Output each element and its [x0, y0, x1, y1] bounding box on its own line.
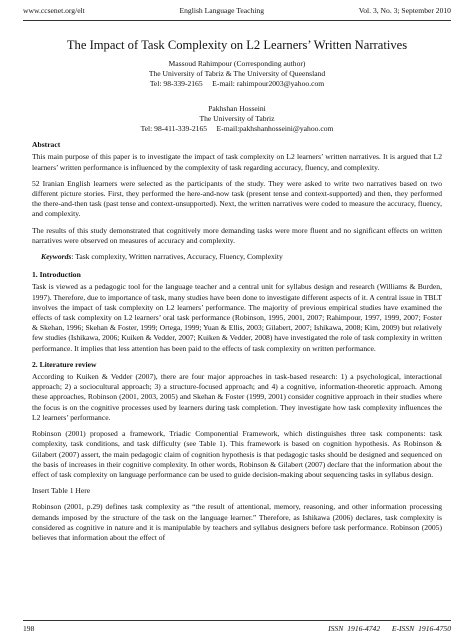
page-footer — [23, 624, 451, 633]
literature-paragraph-3: Robinson (2001, p.29) defines task complexity as “the result of attentional, memory, reasoning, and other information processing demands imposed by the structure of the task on the language learner.” Therefore, as Ishikawa (2006) declares, task complexity is considered as cognitive in nature and it is manipulable by teachers and syllabus designers before task performance. Robinson (2005) believes that information about the effect of — [32, 502, 442, 542]
issn-text: ISSN 1916-4742 E-ISSN 1916-4750 — [328, 624, 451, 633]
author1-contact: Tel: 98-339-2165 E-mail: rahimpour2003@yahoo.com — [149, 79, 325, 89]
paper-title: The Impact of Task Complexity on L2 Learners’ Written Narratives — [66, 38, 408, 52]
insert-table-note: Insert Table 1 Here — [32, 486, 91, 496]
abstract-paragraph-1: This main purpose of this paper is to investigate the impact of task complexity on L2 learners’ written narratives. It is argued that L2 learners’ written performance is influenced by the complexity of task regarding accuracy, fluency, and complexity. — [32, 152, 442, 172]
abstract-heading: Abstract — [32, 140, 61, 150]
keywords-line — [41, 252, 442, 262]
author1-name: Massoud Rahimpour (Corresponding author) — [168, 59, 306, 68]
page-number: 198 — [23, 624, 35, 633]
author2-affiliation: The University of Tabriz — [199, 113, 275, 123]
author1-affiliation: The University of Tabriz & The University of Queensland — [148, 69, 326, 79]
author2-block — [32, 104, 442, 135]
section-introduction-heading: 1. Introduction — [32, 270, 81, 280]
author1-block — [32, 59, 442, 90]
paper-body — [32, 38, 442, 549]
footer-rule — [23, 620, 451, 621]
journal-name: English Language Teaching — [179, 6, 265, 15]
literature-paragraph-2: Robinson (2001) proposed a framework, Triadic Componential Framework, which distinguishes three task components: task complexity, task conditions, and task difficulty (see Table 1). This framework is based on cognition hypothesis. As Robinson & Gilabert (2007) assert, the main pedagogic claim of cognition hypothesis is that pedagogic tasks should be designed and sequenced on the basis of increases in their cognitive complexity. In other words, Robinson & Gilabert (2007) declare that the information about the effect of task complexity on language performance can be used to guide decision-making about sequencing tasks in syllabus design. — [32, 429, 442, 479]
introduction-paragraph: Task is viewed as a pedagogic tool for the language teacher and a central unit for syllabus design and research (Williams & Burden, 1997). Therefore, due to importance of task, many studies have been done to investigate different aspects of it. A central issue in TBLT involves the impact of task complexity on L2 learners’ performance. The majority of previous empirical studies have examined the effects of task complexity on L2 learners’ oral task performance (Robinson, 1995, 2001, 2007; Rahimpour, 1997, 1999, 2007; Foster & Skehan, 1996; Skehan & Foster, 1999; Ortega, 1999; Yuan & Ellis, 2003; Gilabert, 2007; Ishikawa, 2008; Kim, 2009) but relatively few studies (Ishikawa, 2006; Kuiken & Vedder, 2007; Kuiken & Vedder, 2008) have investigated the role of task complexity in written performance. It implies that less attention has been paid to the effects of task complexity on written performance. — [32, 282, 442, 353]
journal-volume: Vol. 3, No. 3; September 2010 — [358, 6, 451, 15]
abstract-paragraph-3: The results of this study demonstrated that cognitively more demanding tasks were more fluent and no significant effects on written narratives were observed on measures of accuracy and complexity. — [32, 225, 442, 245]
abstract-paragraph-2: 52 Iranian English learners were selected as the participants of the study. They were asked to write two narratives based on two different picture stories. First, they performed the here-and-now task (present tense and context-supported) and then, they performed the there-and-then task (past tense and context-unsupported). Next, the written narratives were coded to measure the accuracy, fluency, and complexity. — [32, 178, 442, 219]
section-literature-heading: 2. Literature review — [32, 359, 97, 369]
literature-paragraph-1: According to Kuiken & Vedder (2007), there are four major approaches in task-based research: 1) a psychological, interactional approach; 2) a sociocultural approach; 3) a structure-focused approach; and 4) a cognitive, information-theoretic approach. Among these approaches, Robinson (2001, 2003, 2005) and Skehan & Foster (1999, 2001) consider cognitive approach in their studies where the focus is on the cognitive processes used by learners during task completion. They investigate how task complexity influences the L2 learners’ performance. — [32, 372, 442, 422]
keywords-label: Keywords — [41, 252, 72, 262]
header-rule — [23, 20, 451, 21]
journal-url[interactable]: www.ccsenet.org/elt — [23, 6, 85, 15]
author2-contact: Tel: 98-411-339-2165 E-mail:pakhshanhosseini@yahoo.com — [140, 124, 334, 134]
running-header — [23, 6, 451, 20]
keywords-text: : Task complexity, Written narratives, Accuracy, Fluency, Complexity — [71, 252, 283, 262]
author2-name: Pakhshan Hosseini — [208, 103, 266, 113]
